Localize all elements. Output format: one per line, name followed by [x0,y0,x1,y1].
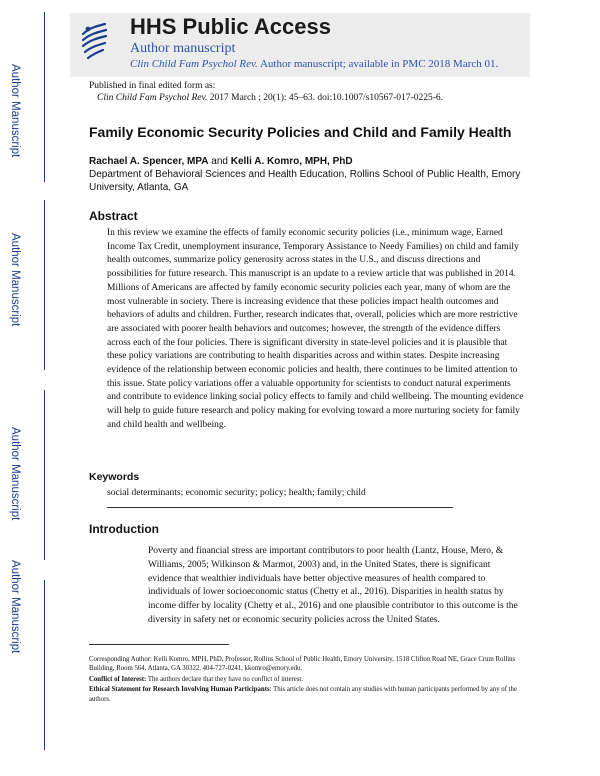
citation-journal: Clin Child Fam Psychol Rev. [97,93,208,103]
margin-rule-3 [44,390,45,560]
footnotes [89,655,519,705]
ethical-statement-note [89,685,519,704]
keywords-divider [107,507,453,508]
citation-line [89,92,443,104]
author-list [89,156,353,167]
abstract-heading: Abstract [89,209,138,223]
abstract-text: In this review we examine the effects of family economic security policies (i.e., minimum wage, Earned Income Tax Credit, unemployment insurance, Temporary Assistance to Needy Families) on child and family health outcomes, summarize policy generosity across states in the U.S., and discuss directions and possibilities for future research. This manuscript is an update to a review article that was published in 2014. Millions of Americans are affected by family economic security policies each year, many of whom are the most vulnerable in society. There is increasing evidence that these policies impact health outcomes and behaviors of adults and children. Further, research indicates that, overall, policies which are more restrictive are associated with poorer health behaviors and outcomes; however, the strength of the evidence differs across each of the four policies. There is significant diversity in state-level policies and it is plausible that these policy variations are contributing to health disparities across and within states. Despite increasing evidence of the relationship between economic policies and health, there continues to be limited attention to this issue. State policy variations offer a valuable opportunity for scientists to conduct natural experiments and contribute to evidence linking social policy effects to family and child wellbeing. The mounting evidence will help to guide future research and policy making for evolving toward a more nurturing society for family and child health and wellbeing. [107,228,524,430]
introduction-text: Poverty and financial stress are important contributors to poor health (Lantz, House, Mero, & Williams, 2005; Wilkinson & Marmot, 2003) and, in the United States, there is significant evidence that wealthier individuals have better objective measures of health compared to individuals of lower socioeconomic status (Chetty et al., 2016). Disparities in health status by income differ by locality (Chetty et al., 2016) and one plausible contributor to this outcome is the diversity in safety net or economic security policies across the United States. [148,546,518,625]
corresponding-author-note: Corresponding Author: Kelli Komro, MPH, PhD, Professor, Rollins School of Public Health, Emory University, 1518 Clifton Road NE, Grace Crum Rollins Building, Room 564, Atlanta, GA 30322, 404-727-0241, kkomro@emory.edu. [89,656,516,673]
publication-info [89,80,443,104]
margin-rule-4 [44,580,45,750]
conflict-of-interest-note [89,675,519,684]
published-label: Published in final edited form as: [89,81,216,91]
margin-rule-1 [44,12,45,182]
footnote-divider [89,644,229,645]
author-manuscript-label: Author manuscript [130,41,236,56]
author-1: Rachael A. Spencer, MPA [89,156,209,167]
availability-text: Author manuscript; available in PMC 2018 March 01. [257,58,499,70]
citation-details: 2017 March ; 20(1): 45–63. doi:10.1007/s10567-017-0225-6. [207,93,444,103]
author-conjunction: and [208,156,231,167]
article-title: Family Economic Security Policies and Child and Family Health [89,124,512,140]
journal-abbrev: Clin Child Fam Psychol Rev. [130,58,258,70]
author-2: Kelli A. Komro, MPH, PhD [230,156,353,167]
ethics-label: Ethical Statement for Research Involving Human Participants [89,686,270,694]
coi-text: The authors declare that they have no conflict of interest. [146,675,303,683]
keywords-heading: Keywords [89,471,140,483]
margin-rule-2 [44,200,45,370]
keywords-text: social determinants; economic security; policy; health; family; child [107,488,366,498]
journal-availability-line [130,58,498,70]
coi-label: Conflict of Interest: [89,675,147,683]
author-affiliation: Department of Behavioral Sciences and Health Education, Rollins School of Public Health, Emory University, Atlanta, GA [89,169,521,193]
introduction-heading: Introduction [89,522,159,536]
hhs-public-access-title: HHS Public Access [130,14,331,39]
hhs-eagle-logo-icon [79,20,109,66]
ethics-text: : This article does not contain any studies with human participants performed by any of the authors. [89,686,517,703]
